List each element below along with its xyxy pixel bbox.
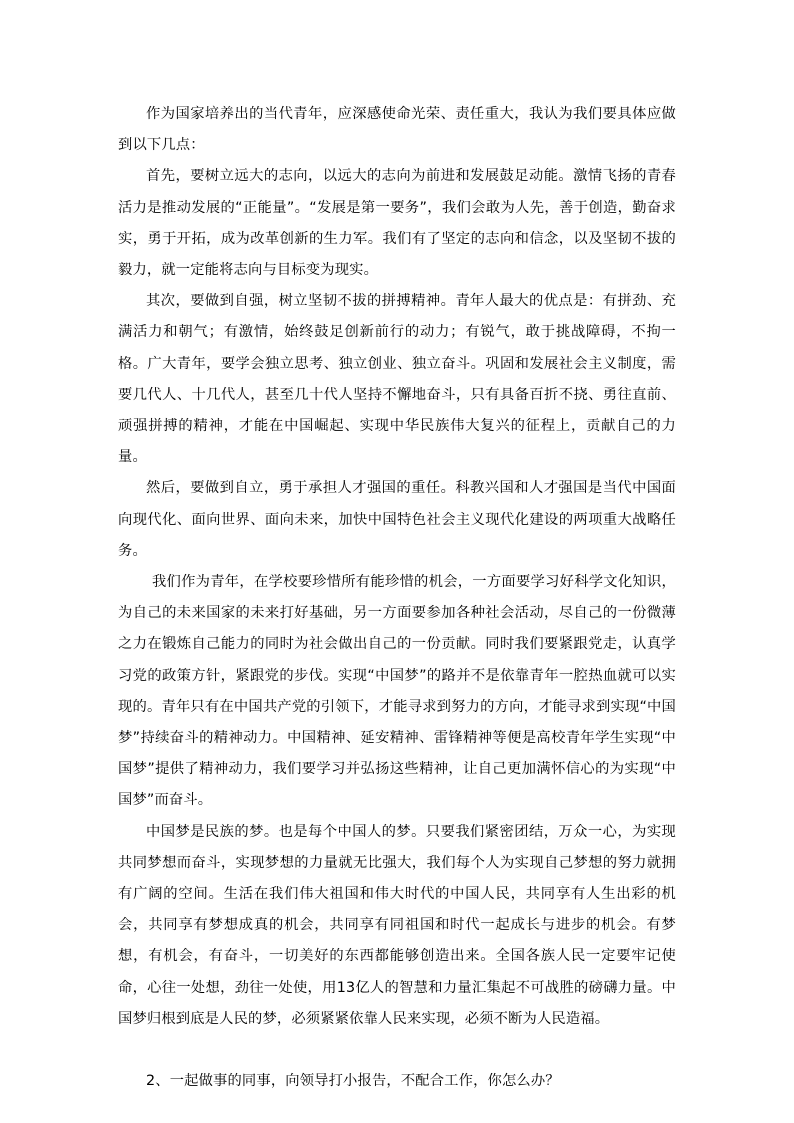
youth-duty-paragraph: 我们作为青年，在学校要珍惜所有能珍惜的机会，一方面要学习好科学文化知识，为自己的未来国家的未来打好基础，另一方面要参加各种社会活动，尽自己的一份微薄之力在锻炼自己能力的同时为社会做出自己的一份贡献。同时我们要紧跟党走，认真学习党的政策方针，紧跟党的步伐。实现“中国梦”的路并不是依靠青年一腔热血就可以实现的。青年只有在中国共产党的引领下，才能寻求到努力的方向，才能寻求到实现“中国梦”持续奋斗的精神动力。中国精神、延安精神、雷锋精神等便是高校青年学生实现“中国梦”提供了精神动力，我们要学习并弘扬这些精神，让自己更加满怀信心的为实现“中国梦”而奋斗。 [118, 574, 676, 809]
first-point-paragraph: 首先，要树立远大的志向，以远大的志向为前进和发展鼓足动能。激情飞扬的青春活力是推动发展的“正能量”。“发展是第一要务”，我们会敢为人先，善于创造，勤奋求实，勇于开拓，成为改革创新的生力军。我们有了坚定的志向和信念，以及坚韧不拔的毅力，就一定能将志向与目标变为现实。 [118, 168, 676, 279]
intro-paragraph: 作为国家培养出的当代青年，应深感使命光荣、责任重大，我认为我们要具体应做到以下几点： [118, 106, 676, 154]
document-body [118, 99, 676, 1097]
paragraph-gap [118, 1035, 676, 1066]
question-heading: 2、一起做事的同事，向领导打小报告，不配合工作，你怎么办？ [146, 1073, 560, 1090]
second-point-paragraph: 其次，要做到自强，树立坚韧不拔的拼搏精神。青年人最大的优点是：有拼劲、充满活力和朝气；有激情，始终鼓足创新前行的动力；有锐气，敢于挑战障碍，不拘一格。广大青年，要学会独立思考、独立创业、独立奋斗。巩固和发展社会主义制度，需要几代人、十几代人，甚至几十代人坚持不懈地奋斗，只有具备百折不挠、勇往直前、顽强拼搏的精神，才能在中国崛起、实现中华民族伟大复兴的征程上，贡献自己的力量。 [118, 293, 676, 466]
china-dream-paragraph: 中国梦是民族的梦。也是每个中国人的梦。只要我们紧密团结，万众一心，为实现共同梦想而奋斗，实现梦想的力量就无比强大，我们每个人为实现自己梦想的努力就拥有广阔的空间。生活在我们伟大祖国和伟大时代的中国人民，共同享有人生出彩的机会，共同享有梦想成真的机会，共同享有同祖国和时代一起成长与进步的机会。有梦想，有机会，有奋斗，一切美好的东西都能够创造出来。全国各族人民一定要牢记使命，心往一处想，劲往一处使，用13亿人的智慧和力量汇集起不可战胜的磅礴力量。中国梦归根到底是人民的梦，必须紧紧依靠人民来实现，必须不断为人民造福。 [118, 823, 676, 1027]
third-point-paragraph: 然后，要做到自立，勇于承担人才强国的重任。科教兴国和人才强国是当代中国面向现代化、面向世界、面向未来，加快中国特色社会主义现代化建设的两项重大战略任务。 [118, 480, 676, 559]
